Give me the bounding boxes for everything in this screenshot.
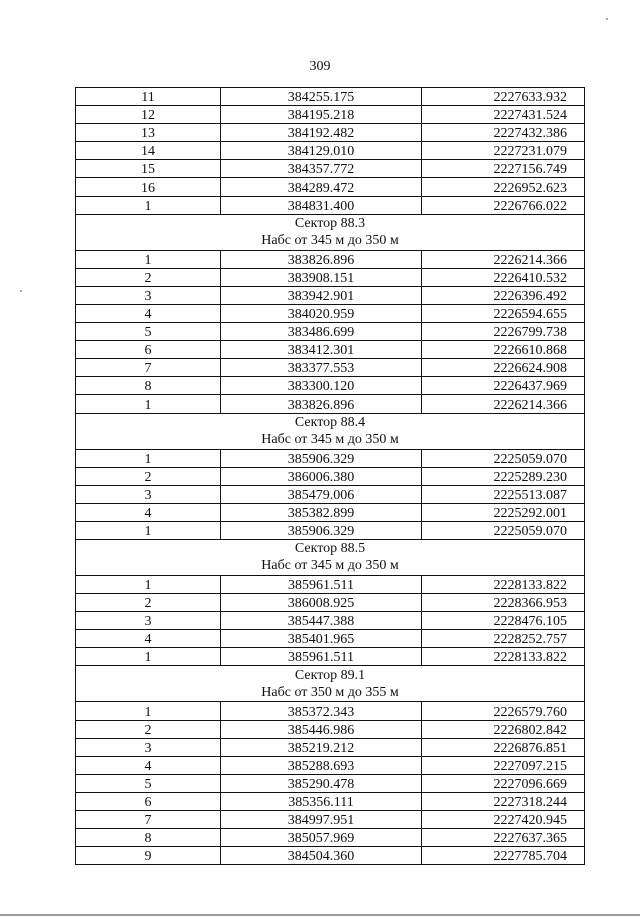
- table-row: [76, 485, 585, 503]
- x-coordinate-cell: 384831.400: [221, 196, 422, 214]
- table-row: [76, 359, 585, 377]
- page-number: 309: [309, 59, 331, 74]
- x-coordinate-cell: 383826.896: [221, 250, 422, 268]
- y-coordinate-cell: 2227156.749: [422, 160, 585, 178]
- x-coordinate-cell: 385290.478: [221, 774, 422, 792]
- point-number-cell: 1: [76, 702, 221, 720]
- sector-height-range: Набс от 350 м до 355 м: [261, 684, 399, 700]
- table-row: [76, 467, 585, 485]
- point-number-cell: 6: [76, 792, 221, 810]
- table-row: [76, 341, 585, 359]
- x-coordinate-cell: 385479.006: [221, 485, 422, 503]
- sector-height-range: Набс от 345 м до 350 м: [261, 558, 399, 574]
- scan-speck: [606, 18, 608, 20]
- point-number-cell: 15: [76, 160, 221, 178]
- y-coordinate-cell: 2227096.669: [422, 774, 585, 792]
- x-coordinate-cell: 385906.329: [221, 521, 422, 539]
- x-coordinate-cell: 384129.010: [221, 142, 422, 160]
- y-coordinate-cell: 2225059.070: [422, 449, 585, 467]
- point-number-cell: 14: [76, 142, 221, 160]
- table-row: [76, 720, 585, 738]
- table-row: [76, 774, 585, 792]
- sector-header-cell: [76, 666, 585, 702]
- table-row: [76, 612, 585, 630]
- point-number-cell: 3: [76, 485, 221, 503]
- table-row: [76, 160, 585, 178]
- point-number-cell: 12: [76, 106, 221, 124]
- y-coordinate-cell: 2227318.244: [422, 792, 585, 810]
- sector-title: Сектор 88.5: [294, 541, 366, 557]
- table-row: [76, 792, 585, 810]
- x-coordinate-cell: 384255.175: [221, 88, 422, 106]
- point-number-cell: 3: [76, 286, 221, 304]
- x-coordinate-cell: 385288.693: [221, 756, 422, 774]
- sector-header-cell: [76, 413, 585, 449]
- x-coordinate-cell: 384357.772: [221, 160, 422, 178]
- scan-speck: [20, 290, 22, 292]
- point-number-cell: 9: [76, 847, 221, 865]
- y-coordinate-cell: 2226594.655: [422, 304, 585, 322]
- y-coordinate-cell: 2226214.366: [422, 250, 585, 268]
- point-number-cell: 4: [76, 503, 221, 521]
- x-coordinate-cell: 385372.343: [221, 702, 422, 720]
- point-number-cell: 1: [76, 196, 221, 214]
- table-row: [76, 304, 585, 322]
- x-coordinate-cell: 386006.380: [221, 467, 422, 485]
- y-coordinate-cell: 2228476.105: [422, 612, 585, 630]
- x-coordinate-cell: 384289.472: [221, 178, 422, 196]
- point-number-cell: 1: [76, 395, 221, 413]
- table-row: [76, 88, 585, 106]
- x-coordinate-cell: 383486.699: [221, 323, 422, 341]
- x-coordinate-cell: 385356.111: [221, 792, 422, 810]
- x-coordinate-cell: 384504.360: [221, 847, 422, 865]
- y-coordinate-cell: 2226952.623: [422, 178, 585, 196]
- x-coordinate-cell: 384192.482: [221, 124, 422, 142]
- table-row: [76, 142, 585, 160]
- point-number-cell: 1: [76, 250, 221, 268]
- point-number-cell: 5: [76, 774, 221, 792]
- sector-header-cell: [76, 214, 585, 250]
- table-row: [76, 124, 585, 142]
- point-number-cell: 13: [76, 124, 221, 142]
- table-row: [76, 648, 585, 666]
- table-row: [76, 449, 585, 467]
- sector-header-row: [76, 666, 585, 702]
- table-row: [76, 268, 585, 286]
- sector-header-cell: [76, 539, 585, 575]
- sector-height-range: Набс от 345 м до 350 м: [261, 432, 399, 447]
- table-row: [76, 630, 585, 648]
- sector-height-range: Набс от 345 м до 350 м: [261, 233, 399, 249]
- y-coordinate-cell: 2226876.851: [422, 738, 585, 756]
- table-row: [76, 738, 585, 756]
- y-coordinate-cell: 2228133.822: [422, 575, 585, 593]
- x-coordinate-cell: 385219.212: [221, 738, 422, 756]
- x-coordinate-cell: 384997.951: [221, 811, 422, 829]
- y-coordinate-cell: 2225513.087: [422, 485, 585, 503]
- table-row: [76, 196, 585, 214]
- x-coordinate-cell: 383412.301: [221, 341, 422, 359]
- coordinates-table: [75, 87, 585, 865]
- y-coordinate-cell: 2227785.704: [422, 847, 585, 865]
- y-coordinate-cell: 2225292.001: [422, 503, 585, 521]
- x-coordinate-cell: 383908.151: [221, 268, 422, 286]
- y-coordinate-cell: 2225289.230: [422, 467, 585, 485]
- x-coordinate-cell: 385906.329: [221, 449, 422, 467]
- point-number-cell: 11: [76, 88, 221, 106]
- coordinates-table-body: [76, 88, 585, 865]
- sector-header-row: [76, 413, 585, 449]
- y-coordinate-cell: 2226624.908: [422, 359, 585, 377]
- sector-title: Сектор 88.3: [294, 216, 366, 232]
- sector-title: Сектор 89.1: [294, 667, 366, 683]
- point-number-cell: 1: [76, 575, 221, 593]
- point-number-cell: 8: [76, 377, 221, 395]
- point-number-cell: 5: [76, 323, 221, 341]
- x-coordinate-cell: 386008.925: [221, 594, 422, 612]
- point-number-cell: 7: [76, 811, 221, 829]
- y-coordinate-cell: 2227097.215: [422, 756, 585, 774]
- y-coordinate-cell: 2225059.070: [422, 521, 585, 539]
- point-number-cell: 2: [76, 720, 221, 738]
- table-row: [76, 106, 585, 124]
- x-coordinate-cell: 385382.899: [221, 503, 422, 521]
- y-coordinate-cell: 2228252.757: [422, 630, 585, 648]
- point-number-cell: 7: [76, 359, 221, 377]
- y-coordinate-cell: 2228366.953: [422, 594, 585, 612]
- x-coordinate-cell: 384195.218: [221, 106, 422, 124]
- table-row: [76, 575, 585, 593]
- table-row: [76, 756, 585, 774]
- point-number-cell: 1: [76, 521, 221, 539]
- y-coordinate-cell: 2226802.842: [422, 720, 585, 738]
- table-row: [76, 395, 585, 413]
- sector-title: Сектор 88.4: [294, 415, 366, 430]
- y-coordinate-cell: 2227432.386: [422, 124, 585, 142]
- point-number-cell: 4: [76, 630, 221, 648]
- scan-edge: [0, 914, 640, 916]
- y-coordinate-cell: 2226410.532: [422, 268, 585, 286]
- x-coordinate-cell: 383826.896: [221, 395, 422, 413]
- x-coordinate-cell: 385961.511: [221, 648, 422, 666]
- table-row: [76, 377, 585, 395]
- y-coordinate-cell: 2228133.822: [422, 648, 585, 666]
- table-row: [76, 847, 585, 865]
- x-coordinate-cell: 385401.965: [221, 630, 422, 648]
- table-row: [76, 178, 585, 196]
- point-number-cell: 3: [76, 612, 221, 630]
- x-coordinate-cell: 383377.553: [221, 359, 422, 377]
- point-number-cell: 4: [76, 756, 221, 774]
- point-number-cell: 8: [76, 829, 221, 847]
- table-row: [76, 811, 585, 829]
- x-coordinate-cell: 383942.901: [221, 286, 422, 304]
- x-coordinate-cell: 385447.388: [221, 612, 422, 630]
- y-coordinate-cell: 2227431.524: [422, 106, 585, 124]
- table-row: [76, 829, 585, 847]
- x-coordinate-cell: 383300.120: [221, 377, 422, 395]
- y-coordinate-cell: 2226799.738: [422, 323, 585, 341]
- y-coordinate-cell: 2226437.969: [422, 377, 585, 395]
- point-number-cell: 16: [76, 178, 221, 196]
- point-number-cell: 2: [76, 594, 221, 612]
- sector-header-row: [76, 214, 585, 250]
- point-number-cell: 2: [76, 268, 221, 286]
- y-coordinate-cell: 2226396.492: [422, 286, 585, 304]
- point-number-cell: 2: [76, 467, 221, 485]
- y-coordinate-cell: 2227420.945: [422, 811, 585, 829]
- table-row: [76, 286, 585, 304]
- point-number-cell: 3: [76, 738, 221, 756]
- y-coordinate-cell: 2226579.760: [422, 702, 585, 720]
- table-row: [76, 594, 585, 612]
- x-coordinate-cell: 385057.969: [221, 829, 422, 847]
- table-row: [76, 323, 585, 341]
- point-number-cell: 6: [76, 341, 221, 359]
- x-coordinate-cell: 384020.959: [221, 304, 422, 322]
- y-coordinate-cell: 2226610.868: [422, 341, 585, 359]
- table-row: [76, 503, 585, 521]
- x-coordinate-cell: 385961.511: [221, 575, 422, 593]
- y-coordinate-cell: 2227231.079: [422, 142, 585, 160]
- y-coordinate-cell: 2226766.022: [422, 196, 585, 214]
- table-row: [76, 521, 585, 539]
- sector-header-row: [76, 539, 585, 575]
- y-coordinate-cell: 2226214.366: [422, 395, 585, 413]
- y-coordinate-cell: 2227637.365: [422, 829, 585, 847]
- point-number-cell: 1: [76, 449, 221, 467]
- table-row: [76, 702, 585, 720]
- table-row: [76, 250, 585, 268]
- y-coordinate-cell: 2227633.932: [422, 88, 585, 106]
- point-number-cell: 1: [76, 648, 221, 666]
- x-coordinate-cell: 385446.986: [221, 720, 422, 738]
- point-number-cell: 4: [76, 304, 221, 322]
